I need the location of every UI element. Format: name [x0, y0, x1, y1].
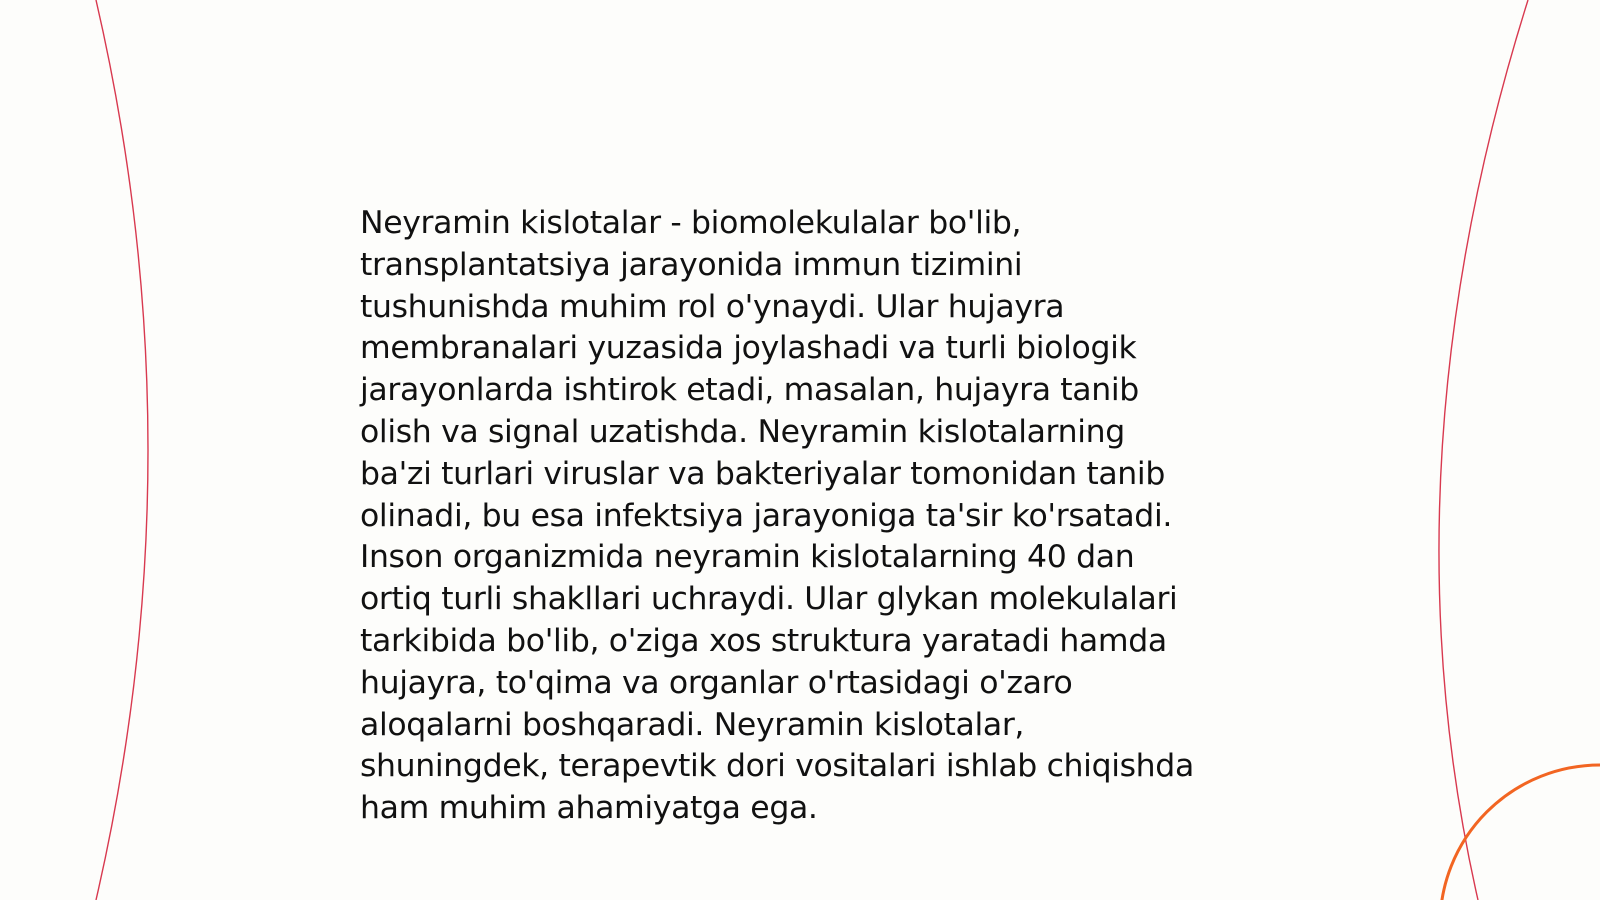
- paragraph-line: Neyramin kislotalar - biomolekulalar bo'lib,: [360, 205, 1022, 241]
- paragraph-line: ba'zi turlari viruslar va bakteriyalar tomonidan tanib: [360, 455, 1165, 492]
- paragraph-line: tushunishda muhim rol o'ynaydi. Ular hujayra: [360, 288, 1065, 325]
- paragraph-line: hujayra, to'qima va organlar o'rtasidagi o'zaro: [360, 664, 1073, 701]
- paragraph-line: aloqalarni boshqaradi. Neyramin kislotalar,: [360, 706, 1025, 743]
- paragraph-line: Inson organizmida neyramin kislotalarning 40 dan: [360, 539, 1135, 576]
- paragraph-line: shuningdek, terapevtik dori vositalari ishlab chiqishda: [360, 748, 1194, 785]
- paragraph-line: ham muhim ahamiyatga ega.: [360, 790, 818, 827]
- left-curve-line: [96, 0, 148, 900]
- right-curve-line: [1439, 0, 1528, 900]
- paragraph-line: olish va signal uzatishda. Neyramin kislotalarning: [360, 413, 1125, 450]
- paragraph-line: jarayonlarda ishtirok etadi, masalan, hujayra tanib: [360, 372, 1139, 409]
- paragraph-line: olinadi, bu esa infektsiya jarayoniga ta'sir ko'rsatadi.: [360, 497, 1173, 534]
- paragraph-line: membranalari yuzasida joylashadi va turli biologik: [360, 330, 1137, 367]
- paragraph-line: ortiq turli shakllari uchraydi. Ular glykan molekulalari: [360, 581, 1178, 618]
- body-paragraph: [360, 203, 1260, 830]
- paragraph-line: tarkibida bo'lib, o'ziga xos struktura yaratadi hamda: [360, 622, 1167, 659]
- paragraph-line: transplantatsiya jarayonida immun tizimini: [360, 246, 1023, 283]
